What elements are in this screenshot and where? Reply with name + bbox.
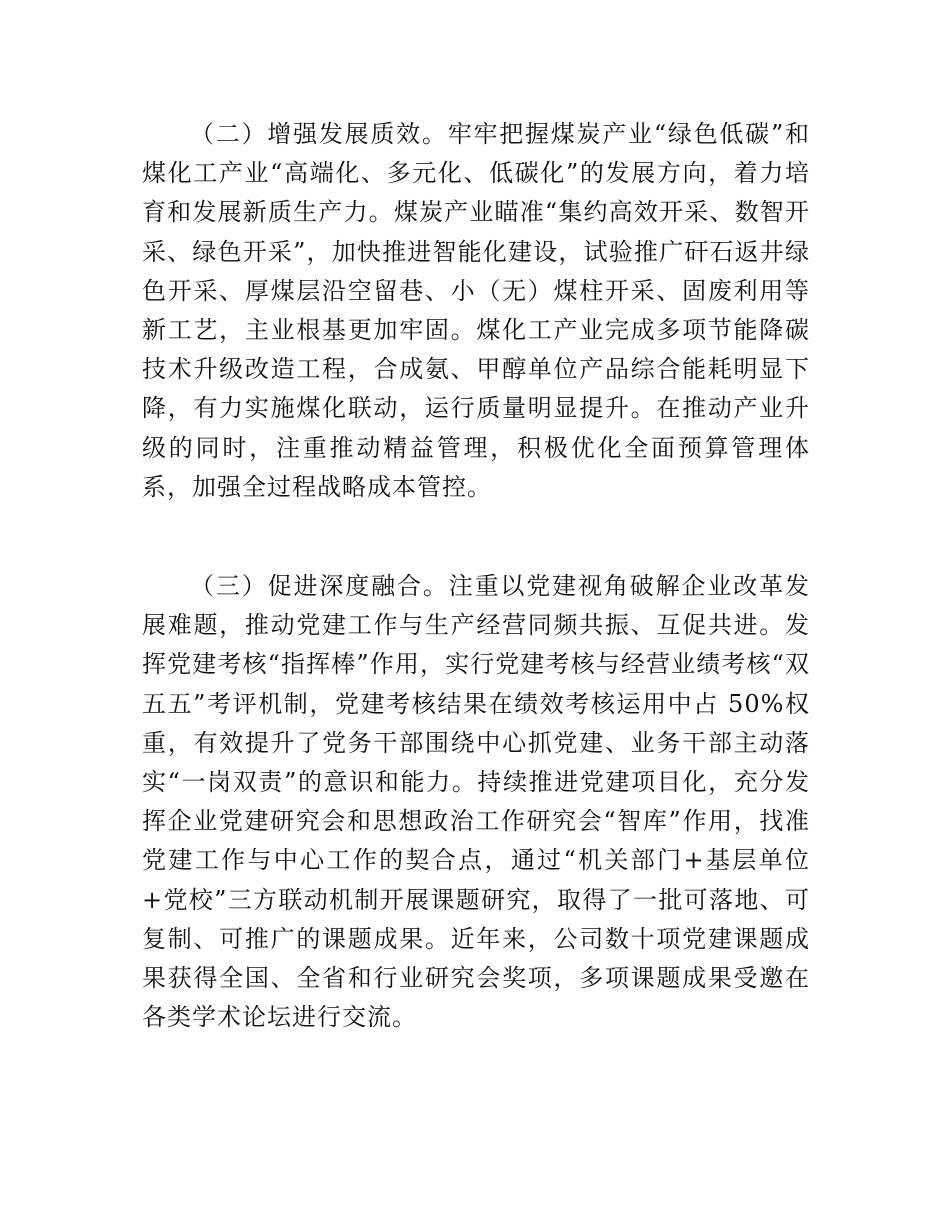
paragraph-enhance-development-quality: （二）增强发展质效。牢牢把握煤炭产业“绿色低碳”和煤化工产业“高端化、多元化、低碳化”的发展方向，着力培育和发展新质生产力。煤炭产业瞄准“集约高效开采、数智开采、绿色开采”，加快推进智能化建设，试验推广矸石返井绿色开采、厚煤层沿空留巷、小（无）煤柱开采、固废利用等新工艺，主业根基更加牢固。煤化工产业完成多项节能降碳技术升级改造工程，合成氨、甲醇单位产品综合能耗明显下降，有力实施煤化联动，运行质量明显提升。在推动产业升级的同时，注重推动精益管理，积极优化全面预算管理体系，加强全过程战略成本管控。 [142,120,810,501]
paragraph-promote-deep-integration: （三）促进深度融合。注重以党建视角破解企业改革发展难题，推动党建工作与生产经营同频共振、互促共进。发挥党建考核“指挥棒”作用，实行党建考核与经营业绩考核“双五五”考评机制，党建考核结果在绩效考核运用中占 50%权重，有效提升了党务干部围绕中心抓党建、业务干部主动落实“一岗双责”的意识和能力。持续推进党建项目化，充分发挥企业党建研究会和思想政治工作研究会“智库”作用，找准党建工作与中心工作的契合点，通过“机关部门+基层单位+党校”三方联动机制开展课题研究，取得了一批可落地、可复制、可推广的课题成果。近年来，公司数十项党建课题成果获得全国、全省和行业研究会奖项，多项课题成果受邀在各类学术论坛进行交流。 [142,572,810,1032]
